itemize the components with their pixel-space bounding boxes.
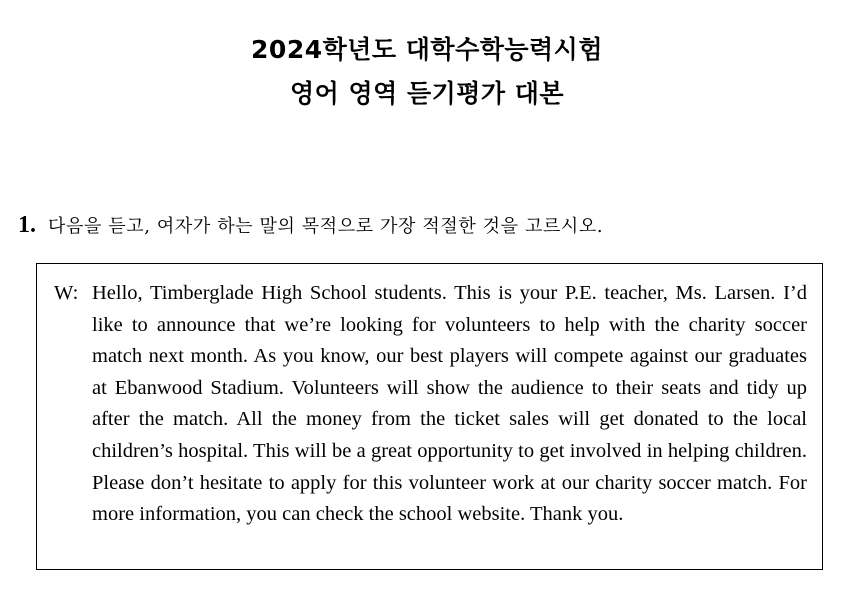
speaker-label: W:: [54, 282, 79, 304]
script-text: Hello, Timberglade High School students. This is your P.E. teacher, Ms. Larsen. I’d like to announce that we’re looking for volunteers to help with the charity soccer match next month. As you know, our best players will compete against our graduates at Ebanwood Stadium. Volunteers will show the audience to their seats and tidy up after the match. All the money from the ticket sales will get donated to the local children’s hospital. This will be a great opportunity to get involved in helping children. Please don’t hesitate to apply for this volunteer work at our charity soccer match. For more information, you can check the school website. Thank you.: [92, 282, 807, 526]
title-line-section: 영어 영역 듣기평가 대본: [289, 79, 565, 108]
question-prompt: 다음을 듣고, 여자가 하는 말의 목적으로 가장 적절한 것을 고르시오.: [48, 216, 604, 237]
title-line-exam: 2024학년도 대학수학능력시험: [251, 35, 603, 64]
question-header: [18, 212, 838, 239]
page-title: [0, 28, 854, 116]
question-number: 1.: [18, 212, 36, 238]
script-box: [36, 263, 823, 570]
